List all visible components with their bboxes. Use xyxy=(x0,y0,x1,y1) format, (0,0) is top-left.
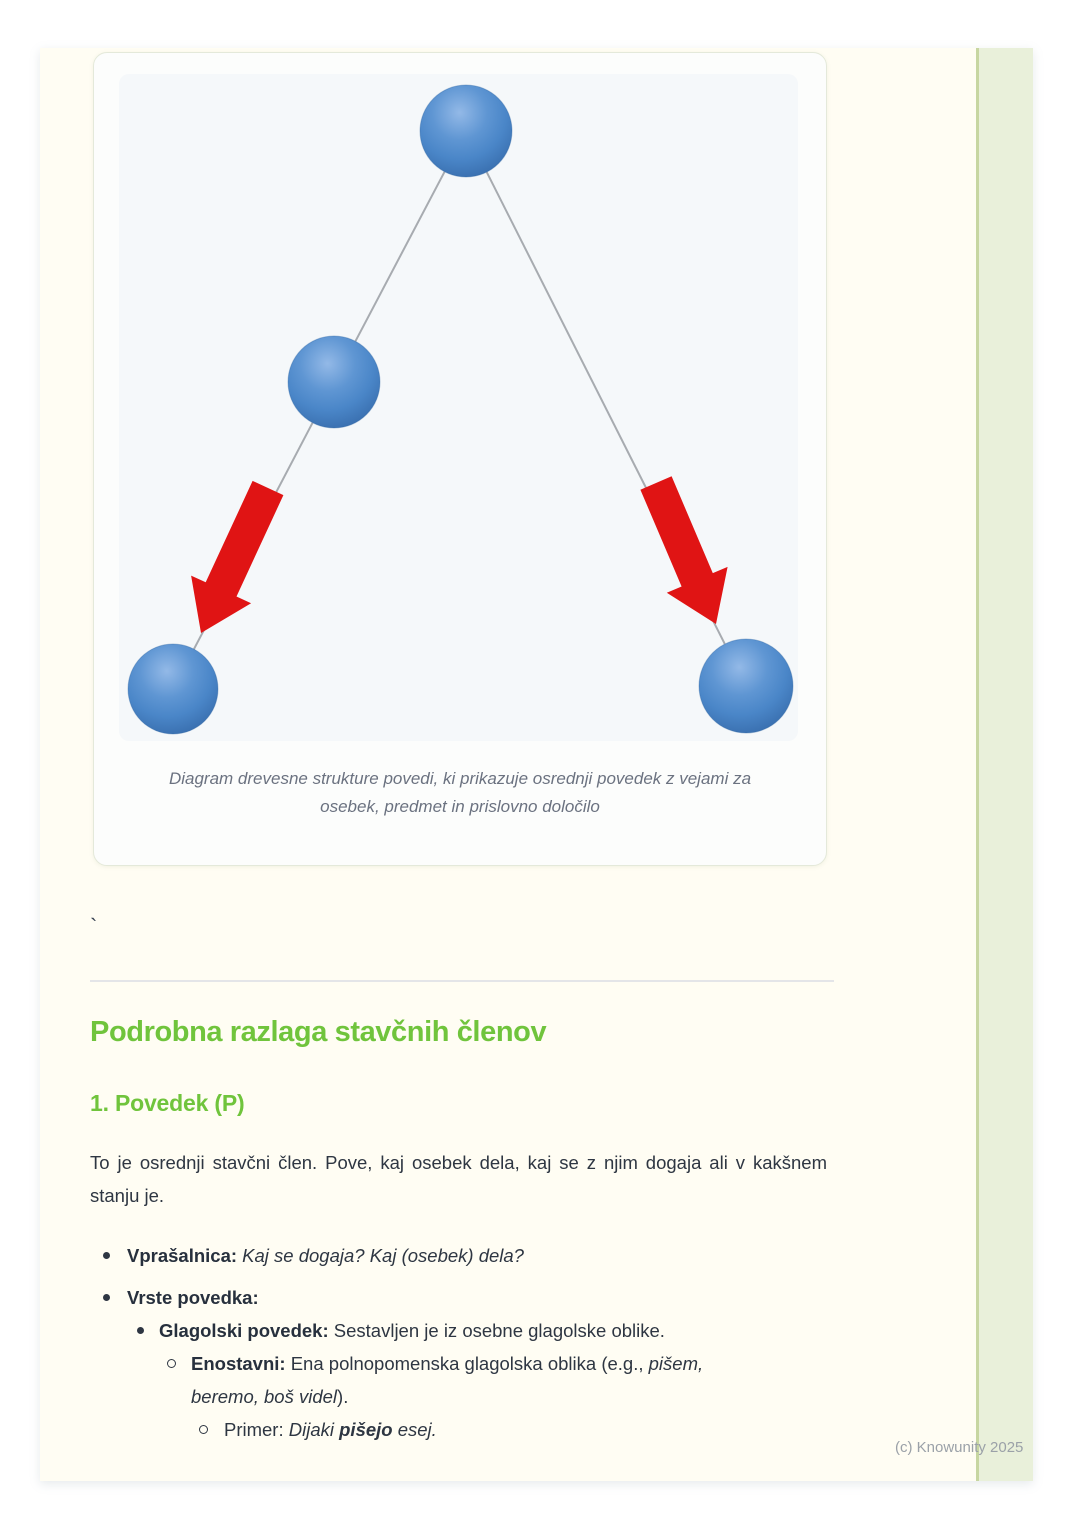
list-item-value: Ena polnopomenska glagolska oblika (e.g., xyxy=(285,1353,649,1374)
list-item-prefix: Primer: xyxy=(224,1419,289,1440)
list-item-example: pišem, xyxy=(648,1353,704,1374)
bullet-circle-icon xyxy=(167,1359,176,1368)
tree-node-middle xyxy=(288,336,380,428)
stray-backtick: ` xyxy=(90,914,98,939)
watermark: (c) Knowunity 2025 xyxy=(895,1439,1024,1456)
bullet-list xyxy=(90,1239,790,1446)
list-item-label: Enostavni: xyxy=(191,1353,286,1374)
list-item-example: esej. xyxy=(392,1419,437,1440)
bullet-circle-icon xyxy=(199,1425,208,1434)
bullet-dot-icon xyxy=(103,1294,110,1301)
figure-caption: Diagram drevesne strukture povedi, ki prikazuje osrednji povedek z vejami za osebek, predmet in prislovno določilo xyxy=(168,769,752,816)
document-sheet xyxy=(40,48,1033,1481)
tree-node-bottom-right xyxy=(699,639,793,733)
list-item-vrste-povedka xyxy=(90,1281,790,1314)
subsection-heading: 1. Povedek (P) xyxy=(90,1090,245,1116)
list-item-label: Vrste povedka: xyxy=(127,1287,259,1308)
tree-diagram-svg xyxy=(119,74,798,741)
section-divider xyxy=(90,980,834,982)
bullet-dot-icon xyxy=(103,1252,110,1259)
tree-edge-root-left xyxy=(355,172,444,342)
intro-paragraph: To je osrednji stavčni člen. Pove, kaj osebek dela, kaj se z njim dogaja ali v kakšnem stanju je. xyxy=(90,1152,827,1206)
diagram-panel xyxy=(119,74,798,741)
figure-card xyxy=(93,52,827,866)
red-arrow-right xyxy=(640,476,727,624)
list-item-label: Glagolski povedek: xyxy=(159,1320,329,1341)
list-item-example-bold: pišejo xyxy=(339,1419,393,1440)
list-item-example: Dijaki xyxy=(288,1419,340,1440)
list-item-value: Kaj se dogaja? Kaj (osebek) dela? xyxy=(237,1245,524,1266)
list-item-primer xyxy=(90,1413,790,1446)
list-item-enostavni xyxy=(90,1347,790,1413)
list-item-vprasalnica xyxy=(90,1239,790,1272)
red-arrow-left xyxy=(191,481,283,633)
list-item-value: Sestavljen je iz osebne glagolske oblike. xyxy=(328,1320,665,1341)
list-item-value: ). xyxy=(337,1386,349,1407)
list-item-glagolski-povedek xyxy=(90,1314,790,1347)
tree-node-root xyxy=(420,85,512,177)
green-side-bar xyxy=(976,48,1033,1481)
bullet-dot-icon xyxy=(137,1327,144,1334)
section-heading: Podrobna razlaga stavčnih členov xyxy=(90,1016,547,1048)
list-item-example: beremo, boš videl xyxy=(191,1386,338,1407)
tree-node-bottom-left xyxy=(128,644,218,734)
list-item-label: Vprašalnica: xyxy=(127,1245,238,1266)
